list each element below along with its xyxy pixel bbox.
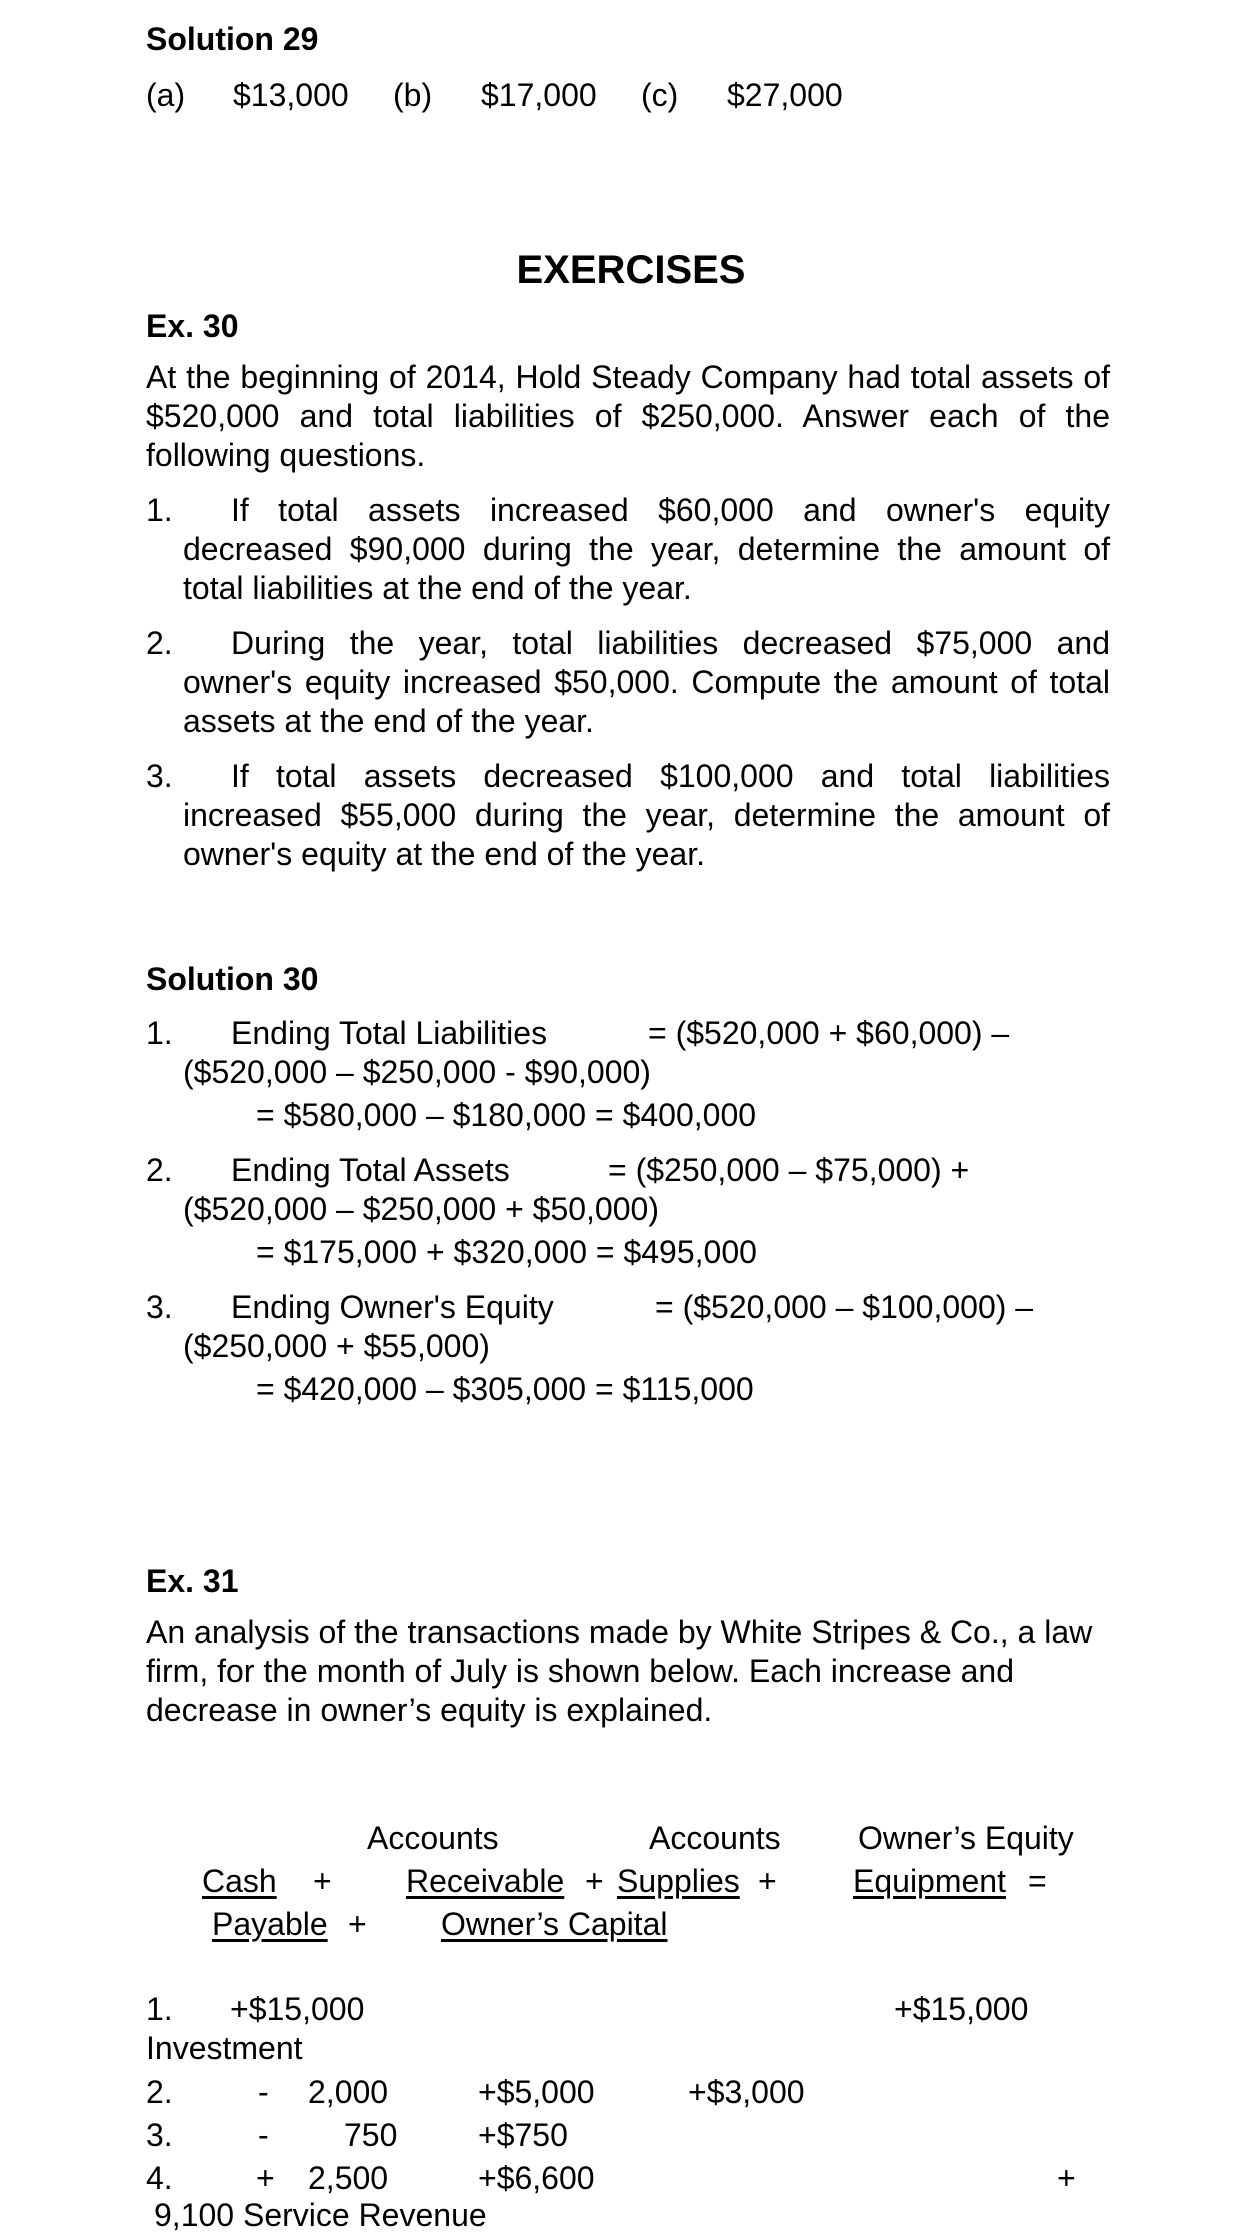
- header-accounts-payable-top: Accounts: [649, 1820, 781, 1856]
- row4-trailing-plus: +: [1057, 2160, 1076, 2196]
- header-plus-2: +: [585, 1863, 604, 1899]
- row2-number: 2.: [146, 2074, 173, 2110]
- solution-29-answer-c-value: $27,000: [727, 77, 843, 113]
- header-equipment: Equipment: [853, 1863, 1006, 1899]
- row3-cash-sign: -: [258, 2117, 269, 2153]
- row3-receivable: +$750: [478, 2117, 568, 2153]
- exercises-heading: EXERCISES: [516, 248, 746, 292]
- row3-number: 3.: [146, 2117, 173, 2153]
- row4-cash-sign: +: [256, 2160, 275, 2196]
- row1-cash: +$15,000: [230, 1991, 365, 2027]
- ex-30-q2-number: 2.: [146, 625, 173, 661]
- header-plus-1: +: [313, 1863, 332, 1899]
- solution-30-item3-expr: = ($520,000 – $100,000) –: [655, 1289, 1034, 1325]
- solution-30-item1-number: 1.: [146, 1015, 173, 1051]
- row1-number: 1.: [146, 1991, 173, 2027]
- solution-30-item2-result: = $175,000 + $320,000 = $495,000: [256, 1234, 757, 1270]
- solution-30-item1-result: = $580,000 – $180,000 = $400,000: [256, 1097, 757, 1133]
- row1-note: Investment: [146, 2030, 303, 2066]
- row2-cash-sign: -: [258, 2074, 269, 2110]
- solution-30-title: Solution 30: [146, 961, 319, 997]
- solution-30-item2-expr-cont: ($520,000 – $250,000 + $50,000): [183, 1191, 659, 1227]
- solution-29-answer-a-value: $13,000: [233, 77, 349, 113]
- solution-30-item3-number: 3.: [146, 1289, 173, 1325]
- ex-30-q1-text: If total assets increased $60,000 and owner's equity decreased $90,000 during the year, determine the amount of total liabilities at the end of the year.: [183, 492, 1110, 606]
- header-owners-equity-top: Owner’s Equity: [858, 1820, 1074, 1856]
- header-receivable: Receivable: [406, 1863, 565, 1899]
- row2-receivable: +$5,000: [478, 2074, 595, 2110]
- ex-30-q3-text: If total assets decreased $100,000 and total liabilities increased $55,000 during the year, determine the amount of owner's equity at the end of the year.: [183, 758, 1110, 872]
- row4-cash: 2,500: [308, 2160, 389, 2196]
- row2-supplies: +$3,000: [688, 2074, 805, 2110]
- solution-30-item1-expr-cont: ($520,000 – $250,000 - $90,000): [183, 1054, 651, 1090]
- header-plus-3: +: [758, 1863, 777, 1899]
- ex-30-intro: At the beginning of 2014, Hold Steady Company had total assets of $520,000 and total liabilities of $250,000. Answer each of the following questions.: [146, 359, 1110, 473]
- solution-29-answer-a-label: (a): [146, 77, 186, 113]
- header-plus-4: +: [348, 1906, 367, 1942]
- solution-30-item2-number: 2.: [146, 1152, 173, 1188]
- ex-30-title: Ex. 30: [146, 308, 239, 344]
- row4-note: 9,100 Service Revenue: [154, 2197, 487, 2233]
- solution-30-item1-expr: = ($520,000 + $60,000) –: [648, 1015, 1010, 1051]
- header-accounts-receivable-top: Accounts: [367, 1820, 499, 1856]
- ex-30-q2-text: During the year, total liabilities decreased $75,000 and owner's equity increased $50,000. Compute the amount of total assets at the end of the year.: [183, 625, 1110, 739]
- solution-29-answer-c-label: (c): [641, 77, 679, 113]
- solution-30-item3-expr-cont: ($250,000 + $55,000): [183, 1328, 490, 1364]
- solution-30-item3-result: = $420,000 – $305,000 = $115,000: [256, 1371, 754, 1407]
- row4-receivable: +$6,600: [478, 2160, 595, 2196]
- solution-29-title: Solution 29: [146, 21, 319, 57]
- row3-cash: 750: [344, 2117, 398, 2153]
- row1-capital: +$15,000: [894, 1991, 1029, 2027]
- solution-29-answer-b-value: $17,000: [481, 77, 597, 113]
- solution-30-item2-label: Ending Total Assets: [231, 1152, 510, 1188]
- header-equals: =: [1028, 1863, 1047, 1899]
- solution-30-item1-label: Ending Total Liabilities: [231, 1015, 548, 1051]
- ex-31-title: Ex. 31: [146, 1563, 239, 1599]
- solution-30-item3-label: Ending Owner's Equity: [231, 1289, 554, 1325]
- header-payable: Payable: [212, 1906, 328, 1942]
- header-cash: Cash: [202, 1863, 277, 1899]
- solution-30-item2-expr: = ($250,000 – $75,000) +: [608, 1152, 970, 1188]
- header-supplies: Supplies: [617, 1863, 740, 1899]
- solution-29-answer-b-label: (b): [393, 77, 433, 113]
- row4-number: 4.: [146, 2160, 173, 2196]
- ex-30-q1-number: 1.: [146, 492, 173, 528]
- ex-30-q3-number: 3.: [146, 758, 173, 794]
- ex-31-intro: An analysis of the transactions made by White Stripes & Co., a law firm, for the month of July is shown below. Each increase and decrease in owner’s equity is explained.: [146, 1614, 1093, 1728]
- header-owners-capital: Owner’s Capital: [441, 1906, 668, 1942]
- row2-cash: 2,000: [308, 2074, 389, 2110]
